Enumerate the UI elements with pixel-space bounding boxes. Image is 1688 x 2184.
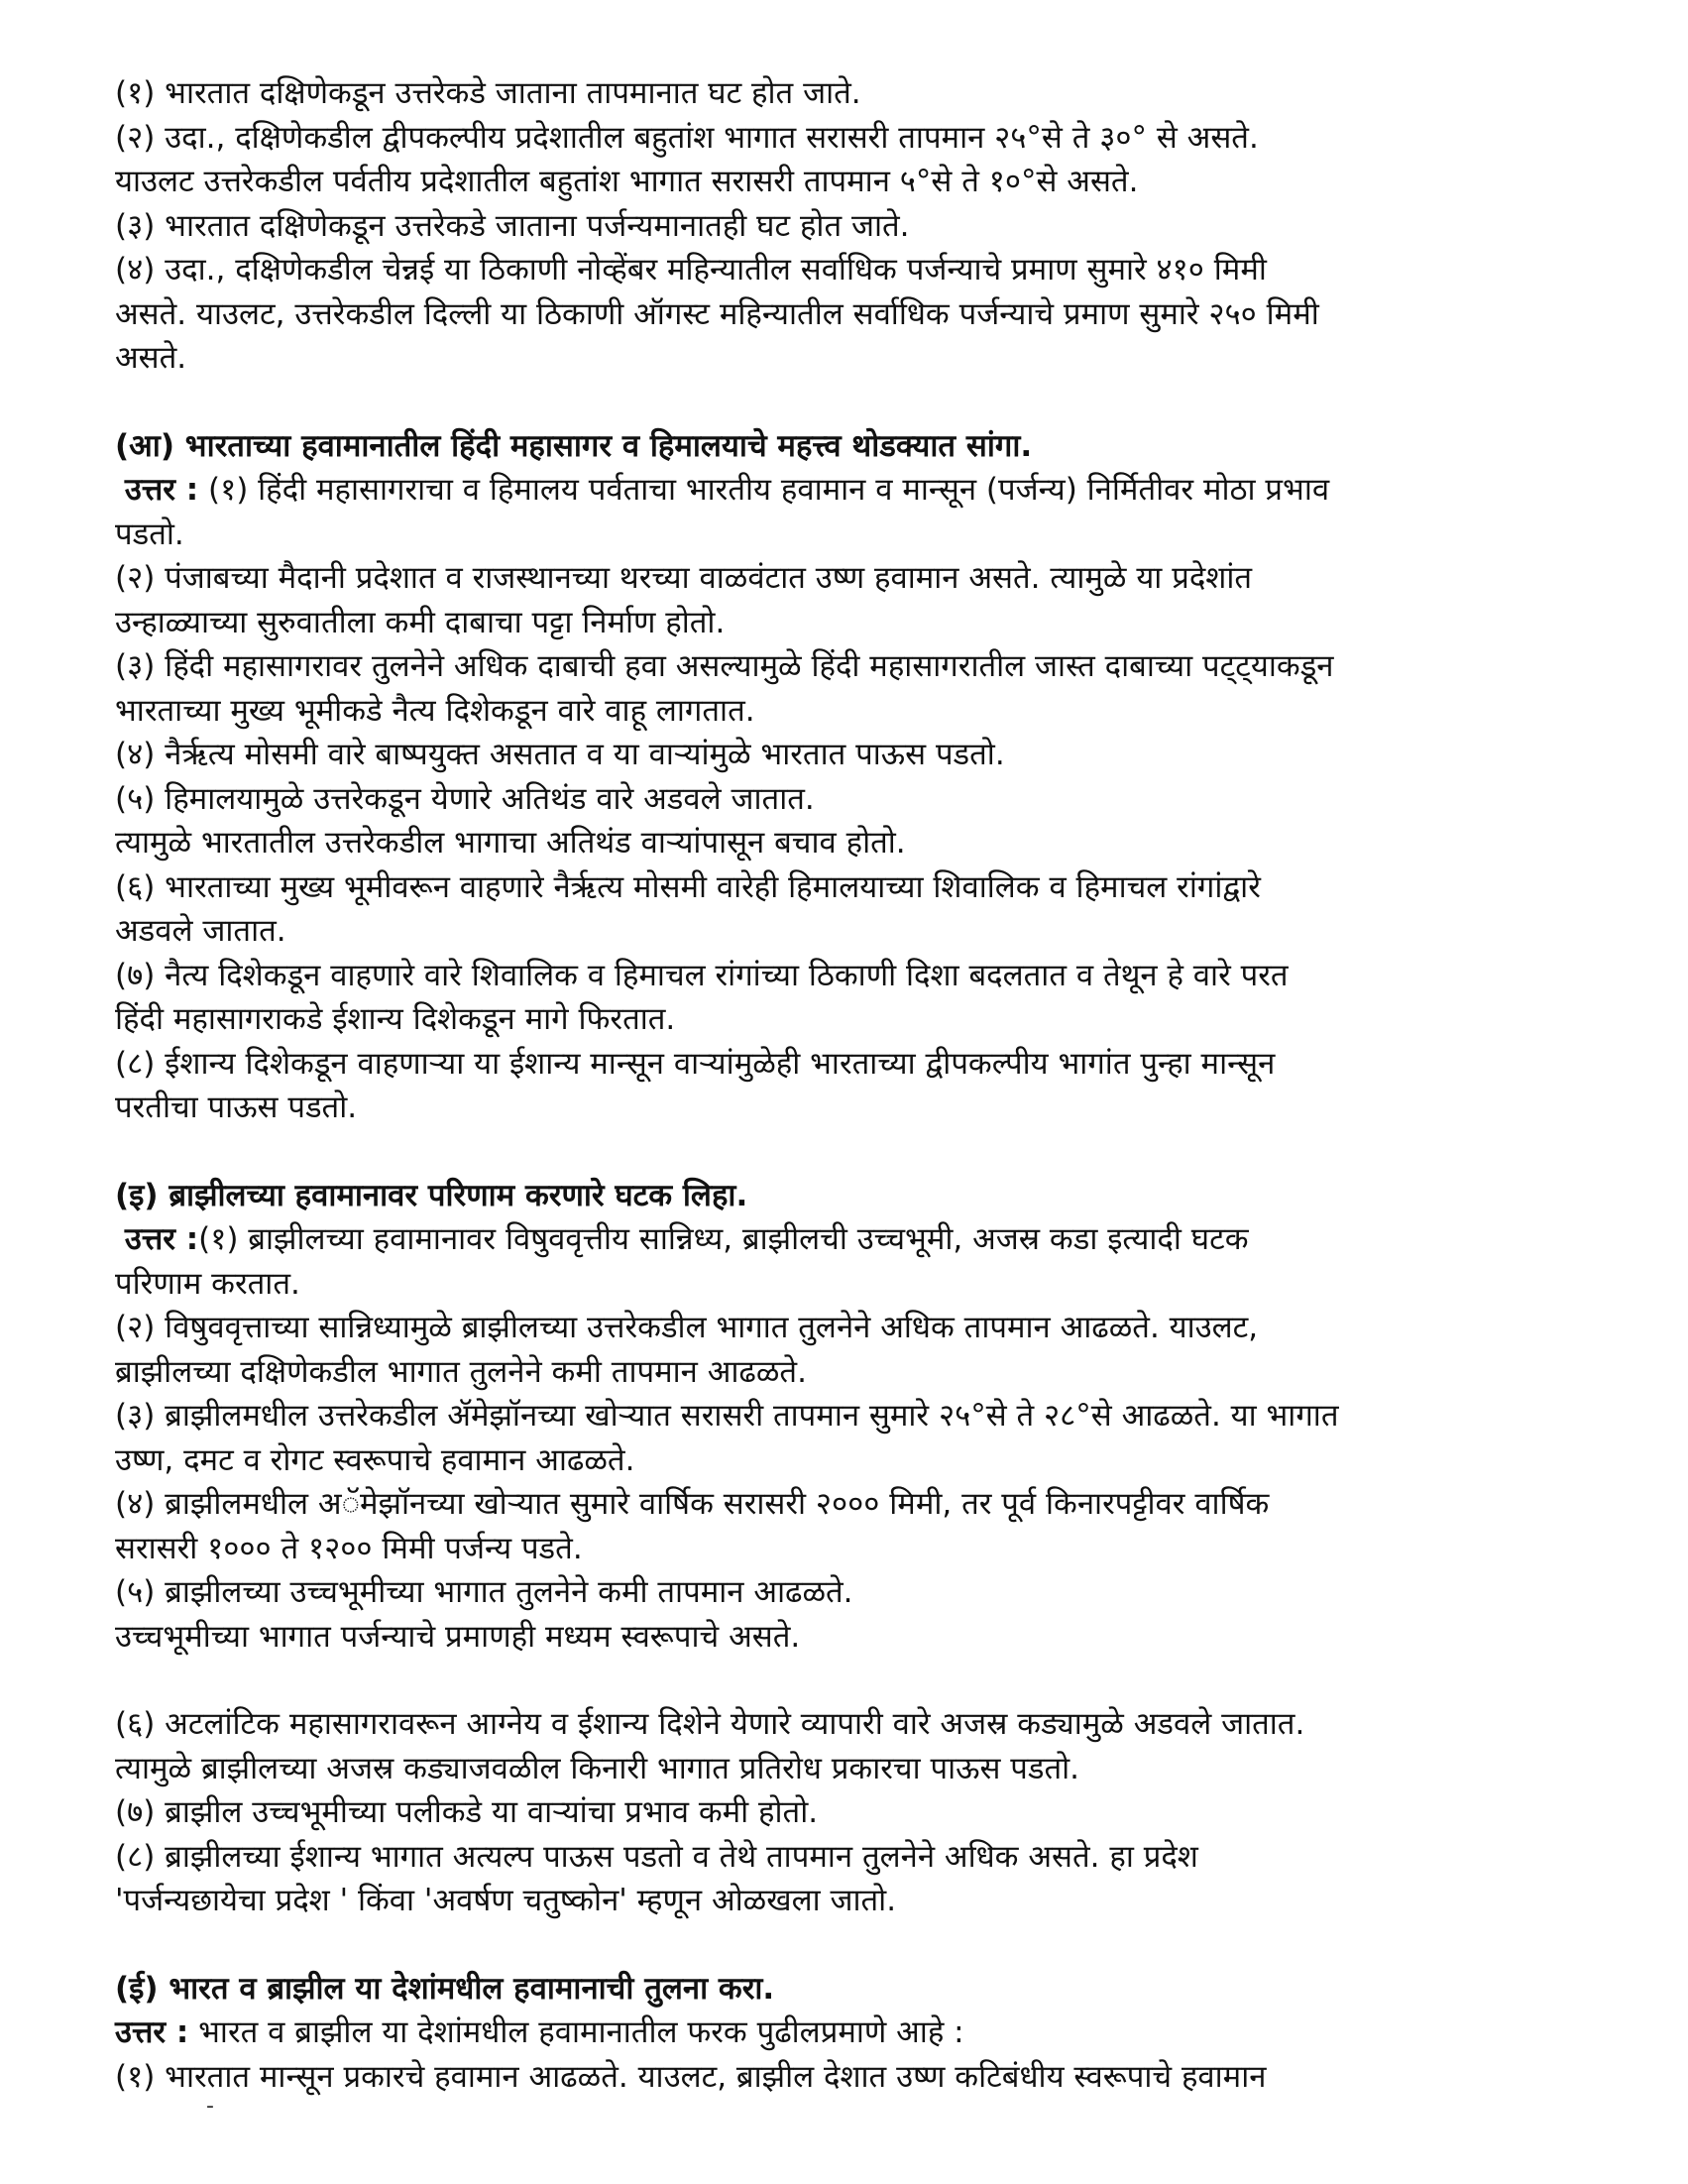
intro-line: (१) भारतात दक्षिणेकडून उत्तरेकडे जाताना तापमानात घट होत जाते. <box>115 75 861 111</box>
answer-line: उन्हाळ्याच्या सुरुवातीला कमी दाबाचा पट्टा निर्माण होतो. <box>115 604 726 640</box>
answer-text: भारत व ब्राझील या देशांमधील हवामानातील फरक पुढीलप्रमाणे आहे : <box>188 2014 964 2050</box>
intro-line: (२) उदा., दक्षिणेकडील द्वीपकल्पीय प्रदेशातील बहुतांश भागात सरासरी तापमान २५°से ते ३०° से असते. <box>115 119 1259 156</box>
intro-line: असते. याउलट, उत्तरेकडील दिल्ली या ठिकाणी ऑगस्ट महिन्यातील सर्वाधिक पर्जन्याचे प्रमाण सुमारे २५० मिमी <box>115 295 1319 332</box>
answer-line: परिणाम करतात. <box>115 1265 300 1302</box>
answer-line: अडवले जातात. <box>115 913 286 949</box>
answer-line: (३) हिंदी महासागरावर तुलनेने अधिक दाबाची हवा असल्यामुळे हिंदी महासागरातील जास्त दाबाच्या पट्ट्याकडून <box>115 648 1334 684</box>
answer-text: (१) ब्राझीलच्या हवामानावर विषुववृत्तीय सान्निध्य, ब्राझीलची उच्चभूमी, अजस्र कडा इत्यादी घटक <box>198 1221 1249 1257</box>
answer-line: त्यामुळे ब्राझीलच्या अजस्र कड्याजवळील किनारी भागात प्रतिरोध प्रकारचा पाऊस पडतो. <box>115 1750 1080 1786</box>
answer-line: (३) ब्राझीलमधील उत्तरेकडील ॲमेझॉनच्या खोऱ्यात सरासरी तापमान सुमारे २५°से ते २८°से आढळते. या भागात <box>115 1398 1339 1434</box>
answer-line: (२) विषुववृत्ताच्या सान्निध्यामुळे ब्राझीलच्या उत्तरेकडील भागात तुलनेने अधिक तापमान आढळते. याउलट, <box>115 1310 1259 1345</box>
answer-line: (५) हिमालयामुळे उत्तरेकडून येणारे अतिथंड वारे अडवले जातात. <box>115 780 815 817</box>
section-heading: (ई) भारत व ब्राझील या देशांमधील हवामानाची तुलना करा. <box>115 1970 775 2007</box>
intro-line: (३) भारतात दक्षिणेकडून उत्तरेकडे जाताना पर्जन्यमानातही घट होत जाते. <box>115 207 910 244</box>
answer-line: त्यामुळे भारतातील उत्तरेकडील भागाचा अतिथंड वाऱ्यांपासून बचाव होतो. <box>115 825 906 861</box>
answer-line: (८) ब्राझीलच्या ईशान्य भागात अत्यल्प पाऊस पडतो व तेथे तापमान तुलनेने अधिक असते. हा प्रदेश <box>115 1838 1198 1875</box>
section-aa <box>115 424 1582 1130</box>
answer-line: हिंदी महासागराकडे ईशान्य दिशेकडून मागे फिरतात. <box>115 1001 676 1037</box>
answer-label: उत्तर : <box>124 472 199 508</box>
answer-line: (४) नैर्ऋत्य मोसमी वारे बाष्पयुक्त असतात व या वाऱ्यांमुळे भारतात पाऊस पडतो. <box>115 737 1005 772</box>
section-i <box>115 1174 1582 1923</box>
answer-line <box>115 1217 1582 1262</box>
answer-line: उच्चभूमीच्या भागात पर्जन्याचे प्रमाणही मध्यम स्वरूपाचे असते. <box>115 1618 801 1655</box>
answer-line: (१) भारतात मान्सून प्रकारचे हवामान आढळते. याउलट, ब्राझील देशात उष्ण कटिबंधीय स्वरूपाचे हवामान <box>115 2058 1267 2095</box>
answer-line <box>115 468 1582 513</box>
answer-label: उत्तर : <box>115 2014 189 2050</box>
answer-line: (७) ब्राझील उच्चभूमीच्या पलीकडे या वाऱ्यांचा प्रभाव कमी होतो. <box>115 1794 819 1830</box>
intro-line: याउलट उत्तरेकडील पर्वतीय प्रदेशातील बहुतांश भागात सरासरी तापमान ५°से ते १०°से असते. <box>115 164 1139 199</box>
intro-line: (४) उदा., दक्षिणेकडील चेन्नई या ठिकाणी नोव्हेंबर महिन्यातील सर्वाधिक पर्जन्याचे प्रमाण सुमारे ४१० मिमी <box>115 252 1267 287</box>
page-footer-mark: - <box>206 2094 214 2119</box>
answer-line: (४) ब्राझीलमधील अॅमेझॉनच्या खोऱ्यात सुमारे वार्षिक सरासरी २००० मिमी, तर पूर्व किनारपट्टीवर वार्षिक <box>115 1486 1270 1522</box>
section-ii <box>115 1967 1582 2100</box>
answer-line: (२) पंजाबच्या मैदानी प्रदेशात व राजस्थानच्या थरच्या वाळवंटात उष्ण हवामान असते. त्यामुळे या प्रदेशांत <box>115 560 1253 596</box>
answer-line: सरासरी १००० ते १२०० मिमी पर्जन्य पडते. <box>115 1530 583 1566</box>
document-page <box>115 71 1582 2099</box>
paragraph-gap <box>115 1659 1582 1702</box>
intro-block <box>115 71 1582 381</box>
answer-line: (८) ईशान्य दिशेकडून वाहणाऱ्या या ईशान्य मान्सून वाऱ्यांमुळेही भारताच्या द्वीपकल्पीय भागांत पुन्हा मान्सून <box>115 1045 1276 1082</box>
answer-line: ब्राझीलच्या दक्षिणेकडील भागात तुलनेने कमी तापमान आढळते. <box>115 1353 807 1390</box>
answer-line: (७) नैत्य दिशेकडून वाहणारे वारे शिवालिक व हिमाचल रांगांच्या ठिकाणी दिशा बदलतात व तेथून हे वारे परत <box>115 957 1289 993</box>
answer-label: उत्तर : <box>124 1221 199 1257</box>
answer-line: भारताच्या मुख्य भूमीकडे नैत्य दिशेकडून वारे वाहू लागतात. <box>115 692 755 729</box>
answer-line: (६) अटलांटिक महासागरावरून आग्नेय व ईशान्य दिशेने येणारे व्यापारी वारे अजस्र कड्यामुळे अडवले जातात. <box>115 1706 1305 1742</box>
answer-text: (१) हिंदी महासागराचा व हिमालय पर्वताचा भारतीय हवामान व मान्सून (पर्जन्य) निर्मितीवर मोठा प्रभाव <box>198 472 1330 508</box>
answer-line: उष्ण, दमट व रोगट स्वरूपाचे हवामान आढळते. <box>115 1441 635 1478</box>
answer-line: (६) भारताच्या मुख्य भूमीवरून वाहणारे नैर्ऋत्य मोसमी वारेही हिमालयाच्या शिवालिक व हिमाचल रांगांद्वारे <box>115 868 1261 905</box>
answer-line <box>115 2011 1582 2055</box>
answer-line: 'पर्जन्यछायेचा प्रदेश ' किंवा 'अवर्षण चतुष्कोन' म्हणून ओळखला जातो. <box>115 1883 897 1918</box>
answer-line: (५) ब्राझीलच्या उच्चभूमीच्या भागात तुलनेने कमी तापमान आढळते. <box>115 1574 853 1610</box>
section-heading: (इ) ब्राझीलच्या हवामानावर परिणाम करणारे घटक लिहा. <box>115 1177 748 1213</box>
section-heading: (आ) भारताच्या हवामानातील हिंदी महासागर व हिमालयाचे महत्त्व थोडक्यात सांगा. <box>115 427 1033 464</box>
answer-line: पडतो. <box>115 516 184 552</box>
intro-line: असते. <box>115 340 187 376</box>
answer-line: परतीचा पाऊस पडतो. <box>115 1090 358 1125</box>
